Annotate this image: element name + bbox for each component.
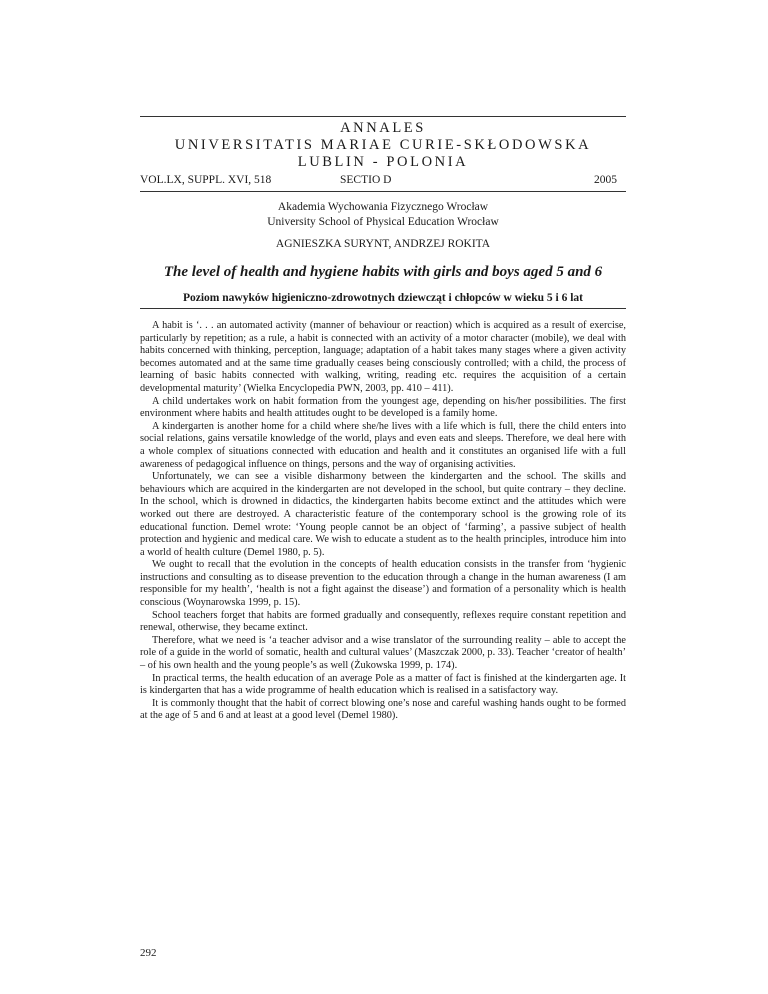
top-rule xyxy=(140,116,626,117)
page-number: 292 xyxy=(140,947,157,959)
volume-info: VOL.LX, SUPPL. XVI, 518 xyxy=(140,174,272,186)
authors: AGNIESZKA SURYNT, ANDRZEJ ROKITA xyxy=(275,238,491,250)
paper-title: The level of health and hygiene habits with girls and boys aged 5 and 6 xyxy=(163,264,603,280)
subtitle-rule xyxy=(140,308,626,309)
publication-year: 2005 xyxy=(594,174,617,186)
paragraph: It is commonly thought that the habit of correct blowing one’s nose and careful washing hands ought to be formed at the age of 5 and 6 and at least at a good level (Demel 1980). xyxy=(140,697,626,722)
paragraph: Therefore, what we need is ‘a teacher advisor and a wise translator of the surrounding reality – able to accept the role of a guide in the world of somatic, health and cultural values’ (Maszczak 2000, p. 33). Teacher ‘creator of health’ – of his own health and the young people’s as well (Żukowska 1999, p. 174). xyxy=(140,634,626,672)
paragraph: In practical terms, the health education of an average Pole as a matter of fact is finished at the kindergarten age. It is kindergarten that has a wide programme of health education which is realised in a satisfactory way. xyxy=(140,672,626,697)
paper-subtitle-polish: Poziom nawyków higieniczno-zdrowotnych dziewcząt i chłopców w wieku 5 i 6 lat xyxy=(182,292,584,304)
affiliation-polish: Akademia Wychowania Fizycznego Wrocław xyxy=(277,201,489,213)
affiliation-english: University School of Physical Education Wrocław xyxy=(267,216,499,228)
paragraph: Unfortunately, we can see a visible disharmony between the kindergarten and the school. The skills and behaviours which are acquired in the kindergarten are not developed in the school, but quite contrary – they decline. In the school, which is drowned in didactics, the kindergarten habits become extinct and the attitudes which were worked out there are destroyed. A characteristic feature of the contemporary school is the growing role of its educational function. Demel wrote: ‘Young people cannot be an object of ‘farming’, a passive subject of health protection and hygienic and medical care. We wish to educate a student as to the health principles, introduce him into a world of health culture (Demel 1980, p. 5). xyxy=(140,471,626,558)
body-text xyxy=(140,320,626,723)
journal-name-line-2: UNIVERSITATIS MARIAE CURIE-SKŁODOWSKA xyxy=(174,137,592,153)
journal-name-line-1: ANNALES xyxy=(340,120,426,136)
journal-location: LUBLIN - POLONIA xyxy=(297,154,469,170)
paragraph: A child undertakes work on habit formation from the youngest age, depending on his/her possibilities. The first environment where habits and health attitudes ought to be developed is a family home. xyxy=(140,395,626,420)
paragraph: We ought to recall that the evolution in the concepts of health education consists in the transfer from ‘hygienic instructions and consulting as to disease prevention to the education through a change in the human awareness (I am responsible for my health’, ‘health is not a fight against the disease’) and formation of a personality which is health conscious (Woynarowska 1999, p. 15). xyxy=(140,559,626,609)
paragraph: School teachers forget that habits are formed gradually and consequently, reflexes require constant repetition and renewal, otherwise, they became extinct. xyxy=(140,609,626,634)
section-label: SECTIO D xyxy=(340,174,392,186)
paragraph: A habit is ‘. . . an automated activity (manner of behaviour or reaction) which is acquired as a result of exercise, particularly by repetition; as a rule, a habit is connected with an activity of a motor character (mobile), we deal with habits concerned with thinking, perception, language; adaptation of a habit takes many stages where a given activity becomes automated and at the same time gradually ceases being consciously controlled; with a child, the process of learning of basic habits connected with walking, writing, reading etc. requires the acquisition of a certain developmental maturity’ (Wielka Encyclopedia PWN, 2003, pp. 410 – 411). xyxy=(140,320,626,394)
header-bottom-rule xyxy=(140,191,626,192)
paragraph: A kindergarten is another home for a child where she/he lives with a life which is full, there the child enters into social relations, gains versatile knowledge of the world, plays and even eats and sleeps. Therefore, we deal here with a whole complex of situations connected with education and health and it constitutes an organised life with a full awareness of pedagogical influence on things, persons and the way of organising activities. xyxy=(140,420,626,470)
